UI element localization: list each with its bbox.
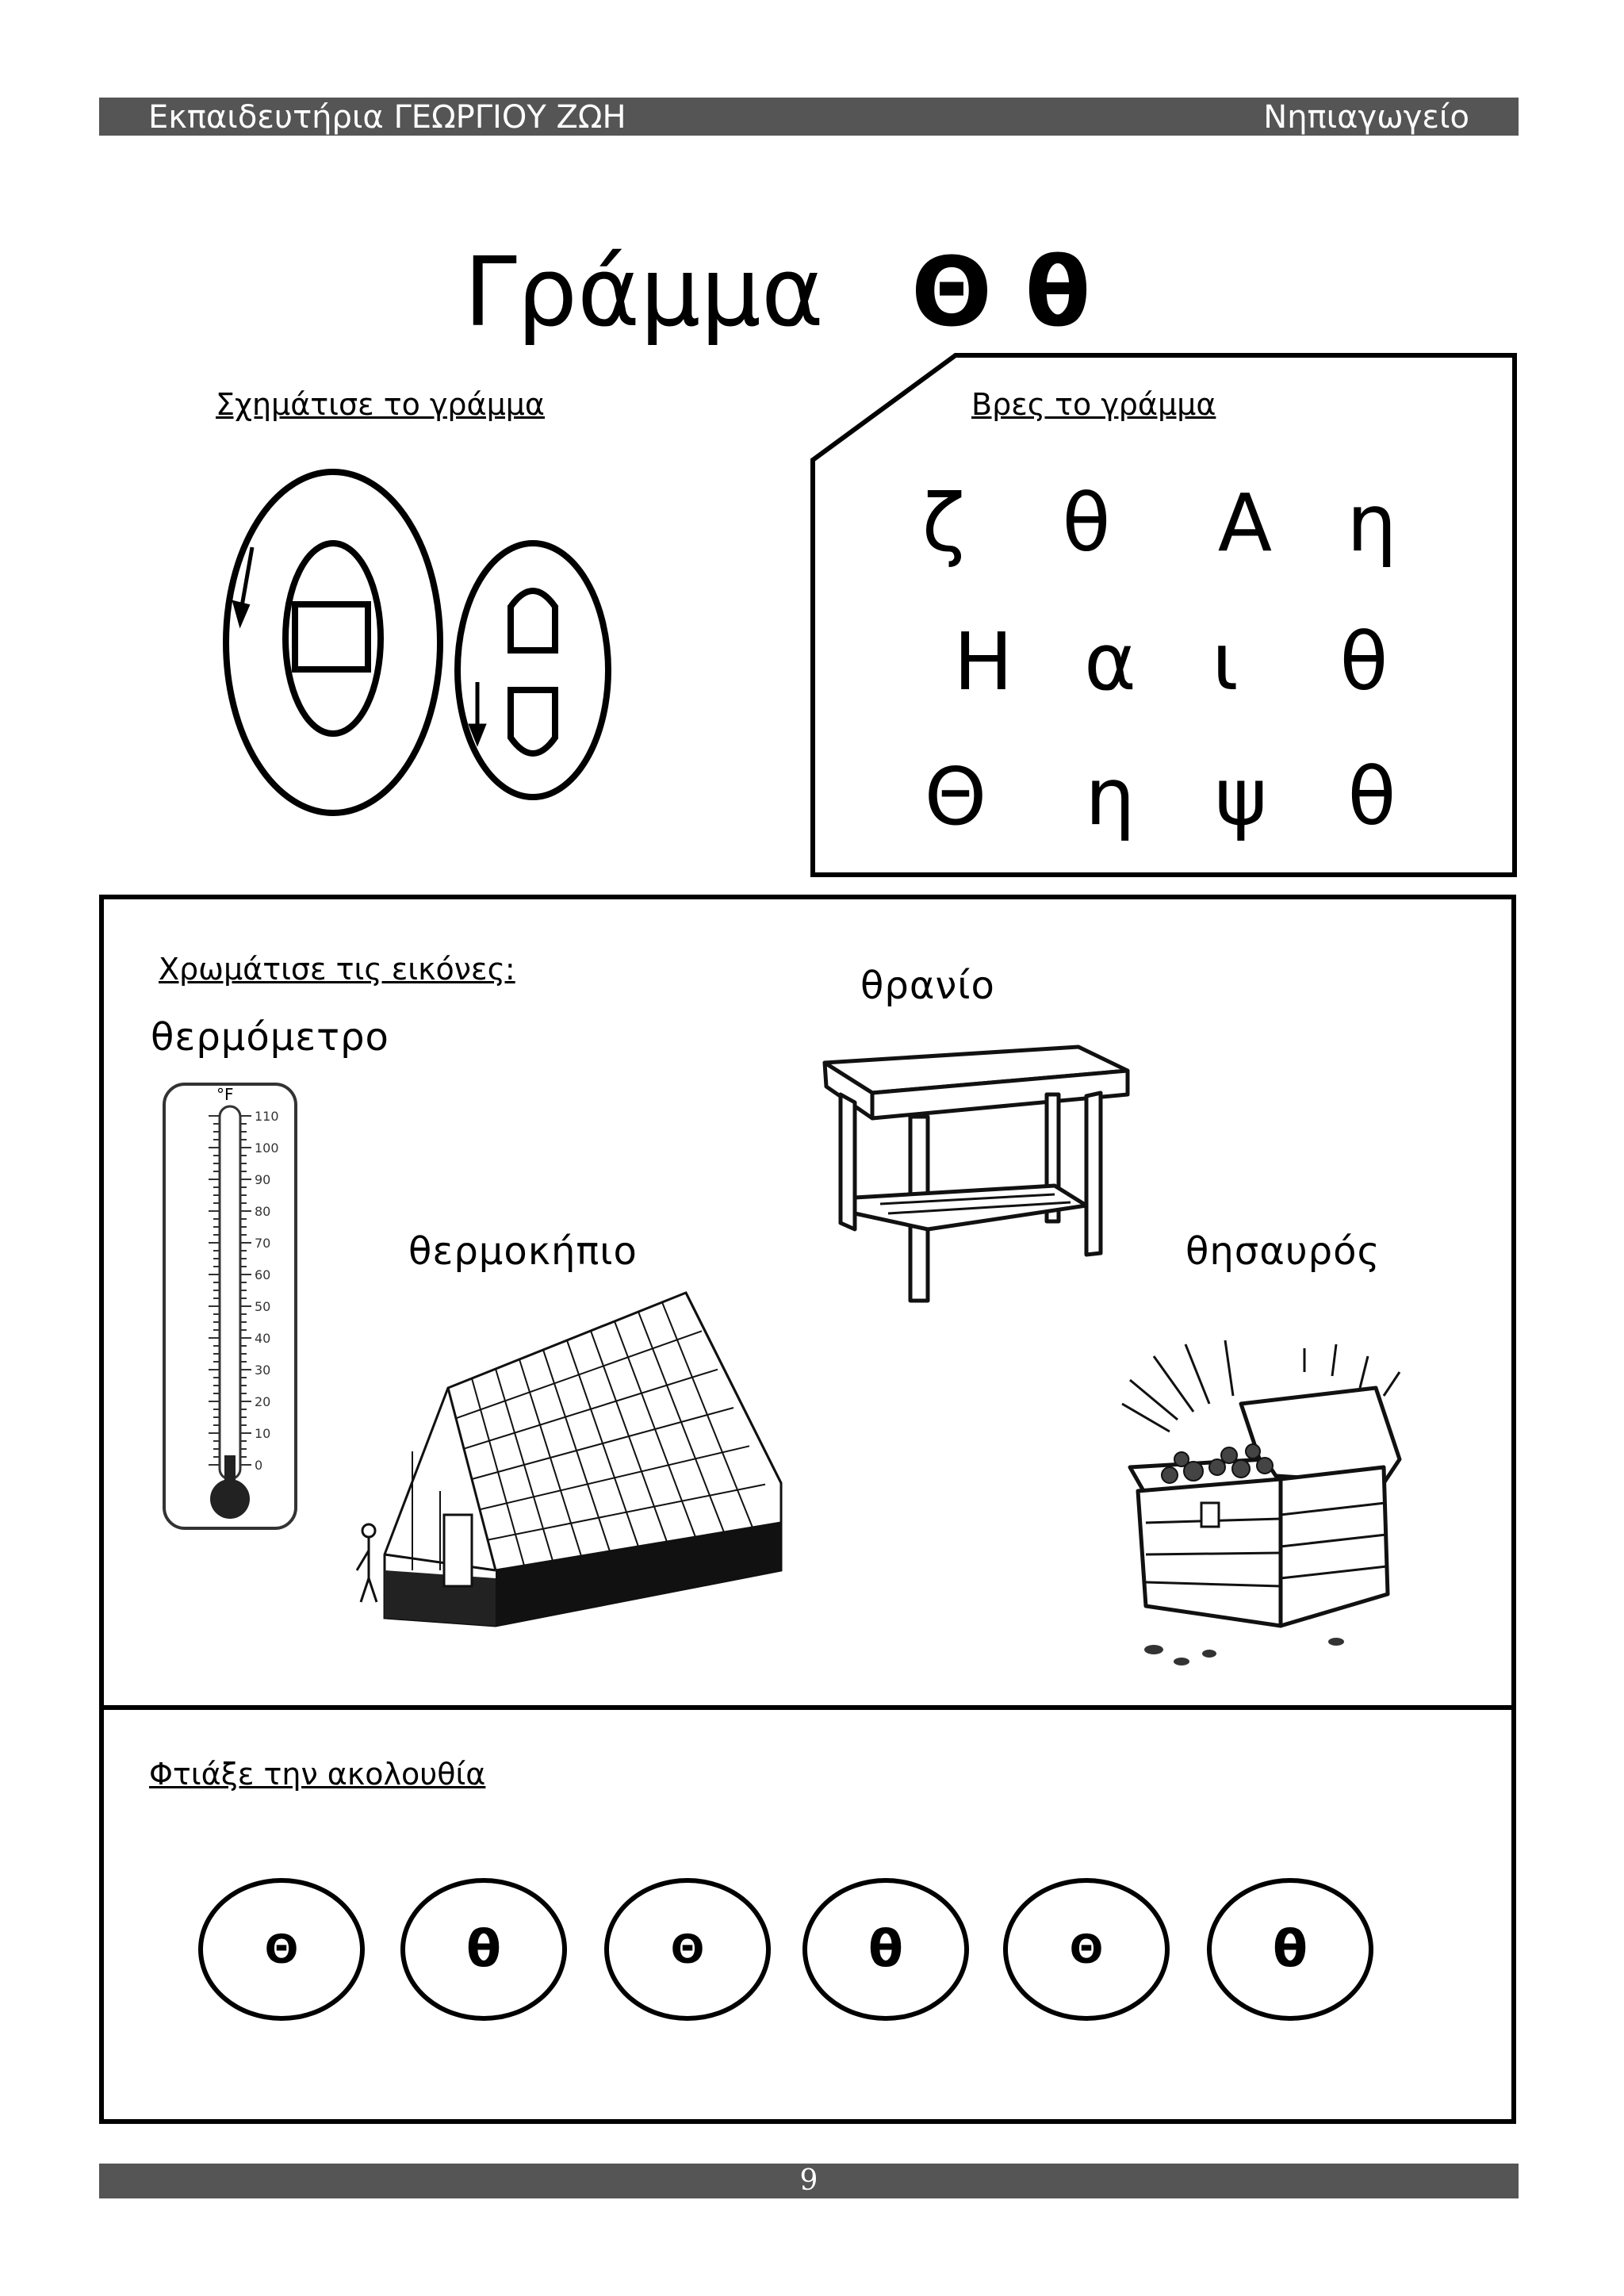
find-letter[interactable]: Θ <box>924 750 987 843</box>
thermometer-tick-label: 110 <box>255 1109 279 1124</box>
title-word: Γράμμα <box>464 238 824 348</box>
word-thermometer: θερμόμετρο <box>151 1015 389 1060</box>
word-treasure: θησαυρός <box>1185 1229 1381 1274</box>
find-letter[interactable]: θ <box>1339 615 1388 708</box>
footer-bar <box>99 2164 1519 2198</box>
thermometer-tick-label: 70 <box>255 1236 271 1251</box>
find-letter[interactable]: Η <box>953 615 1013 708</box>
thermometer-tick-label: 100 <box>255 1140 279 1156</box>
section-divider <box>99 1705 1516 1710</box>
thermometer-tick-label: 30 <box>255 1363 271 1378</box>
treasure-chest-picture[interactable] <box>1106 1340 1423 1689</box>
find-letter[interactable]: ψ <box>1215 750 1267 843</box>
thermometer-unit: °F <box>216 1085 234 1104</box>
thermometer-tick-label: 50 <box>255 1299 271 1314</box>
sequence-heading: Φτιάξε την ακολουθία <box>149 1757 486 1792</box>
word-greenhouse: θερμοκήπιο <box>408 1229 638 1274</box>
page-number: 9 <box>799 2164 818 2197</box>
color-heading: Χρωμάτισε τις εικόνες: <box>159 952 515 987</box>
sequence-circle[interactable]: θ <box>400 1878 567 2021</box>
thermometer-tick-label: 10 <box>255 1426 271 1441</box>
find-letter[interactable]: ι <box>1212 615 1239 708</box>
sequence-circle[interactable]: Θ <box>604 1878 771 2021</box>
find-letter[interactable]: Α <box>1217 477 1273 569</box>
find-letter[interactable]: θ <box>1062 477 1111 569</box>
thermometer-tick-label: 0 <box>255 1458 263 1473</box>
trace-heading: Σχημάτισε το γράμμα <box>216 387 545 422</box>
find-letter[interactable]: η <box>1346 477 1397 569</box>
sequence-circle[interactable]: Θ <box>1003 1878 1170 2021</box>
grade-label: Νηπιαγωγείο <box>1263 99 1469 136</box>
sequence-circle[interactable]: θ <box>802 1878 969 2021</box>
thermometer-tick-label: 90 <box>255 1172 271 1187</box>
desk-picture[interactable] <box>817 1039 1134 1309</box>
thermometer-tick-label: 40 <box>255 1331 271 1346</box>
thermometer-tick-label: 80 <box>255 1204 271 1219</box>
find-letter[interactable]: α <box>1084 615 1136 708</box>
greenhouse-picture[interactable] <box>353 1285 817 1658</box>
find-letter[interactable]: θ <box>1347 750 1396 843</box>
thermometer-picture[interactable] <box>163 1083 297 1531</box>
find-heading: Βρες το γράμμα <box>971 387 1216 422</box>
school-name: Εκπαιδευτήρια ΓΕΩΡΓΙΟΥ ΖΩΗ <box>148 99 626 136</box>
sequence-circle[interactable]: Θ <box>198 1878 365 2021</box>
thermometer-tick-label: 60 <box>255 1267 271 1282</box>
sequence-circle[interactable]: θ <box>1207 1878 1373 2021</box>
title-letters: Θ θ <box>910 238 1091 348</box>
word-desk: θρανίο <box>860 964 995 1008</box>
thermometer-tick-label: 20 <box>255 1394 271 1409</box>
find-letter[interactable]: ζ <box>921 477 966 569</box>
find-letter[interactable]: η <box>1085 750 1136 843</box>
